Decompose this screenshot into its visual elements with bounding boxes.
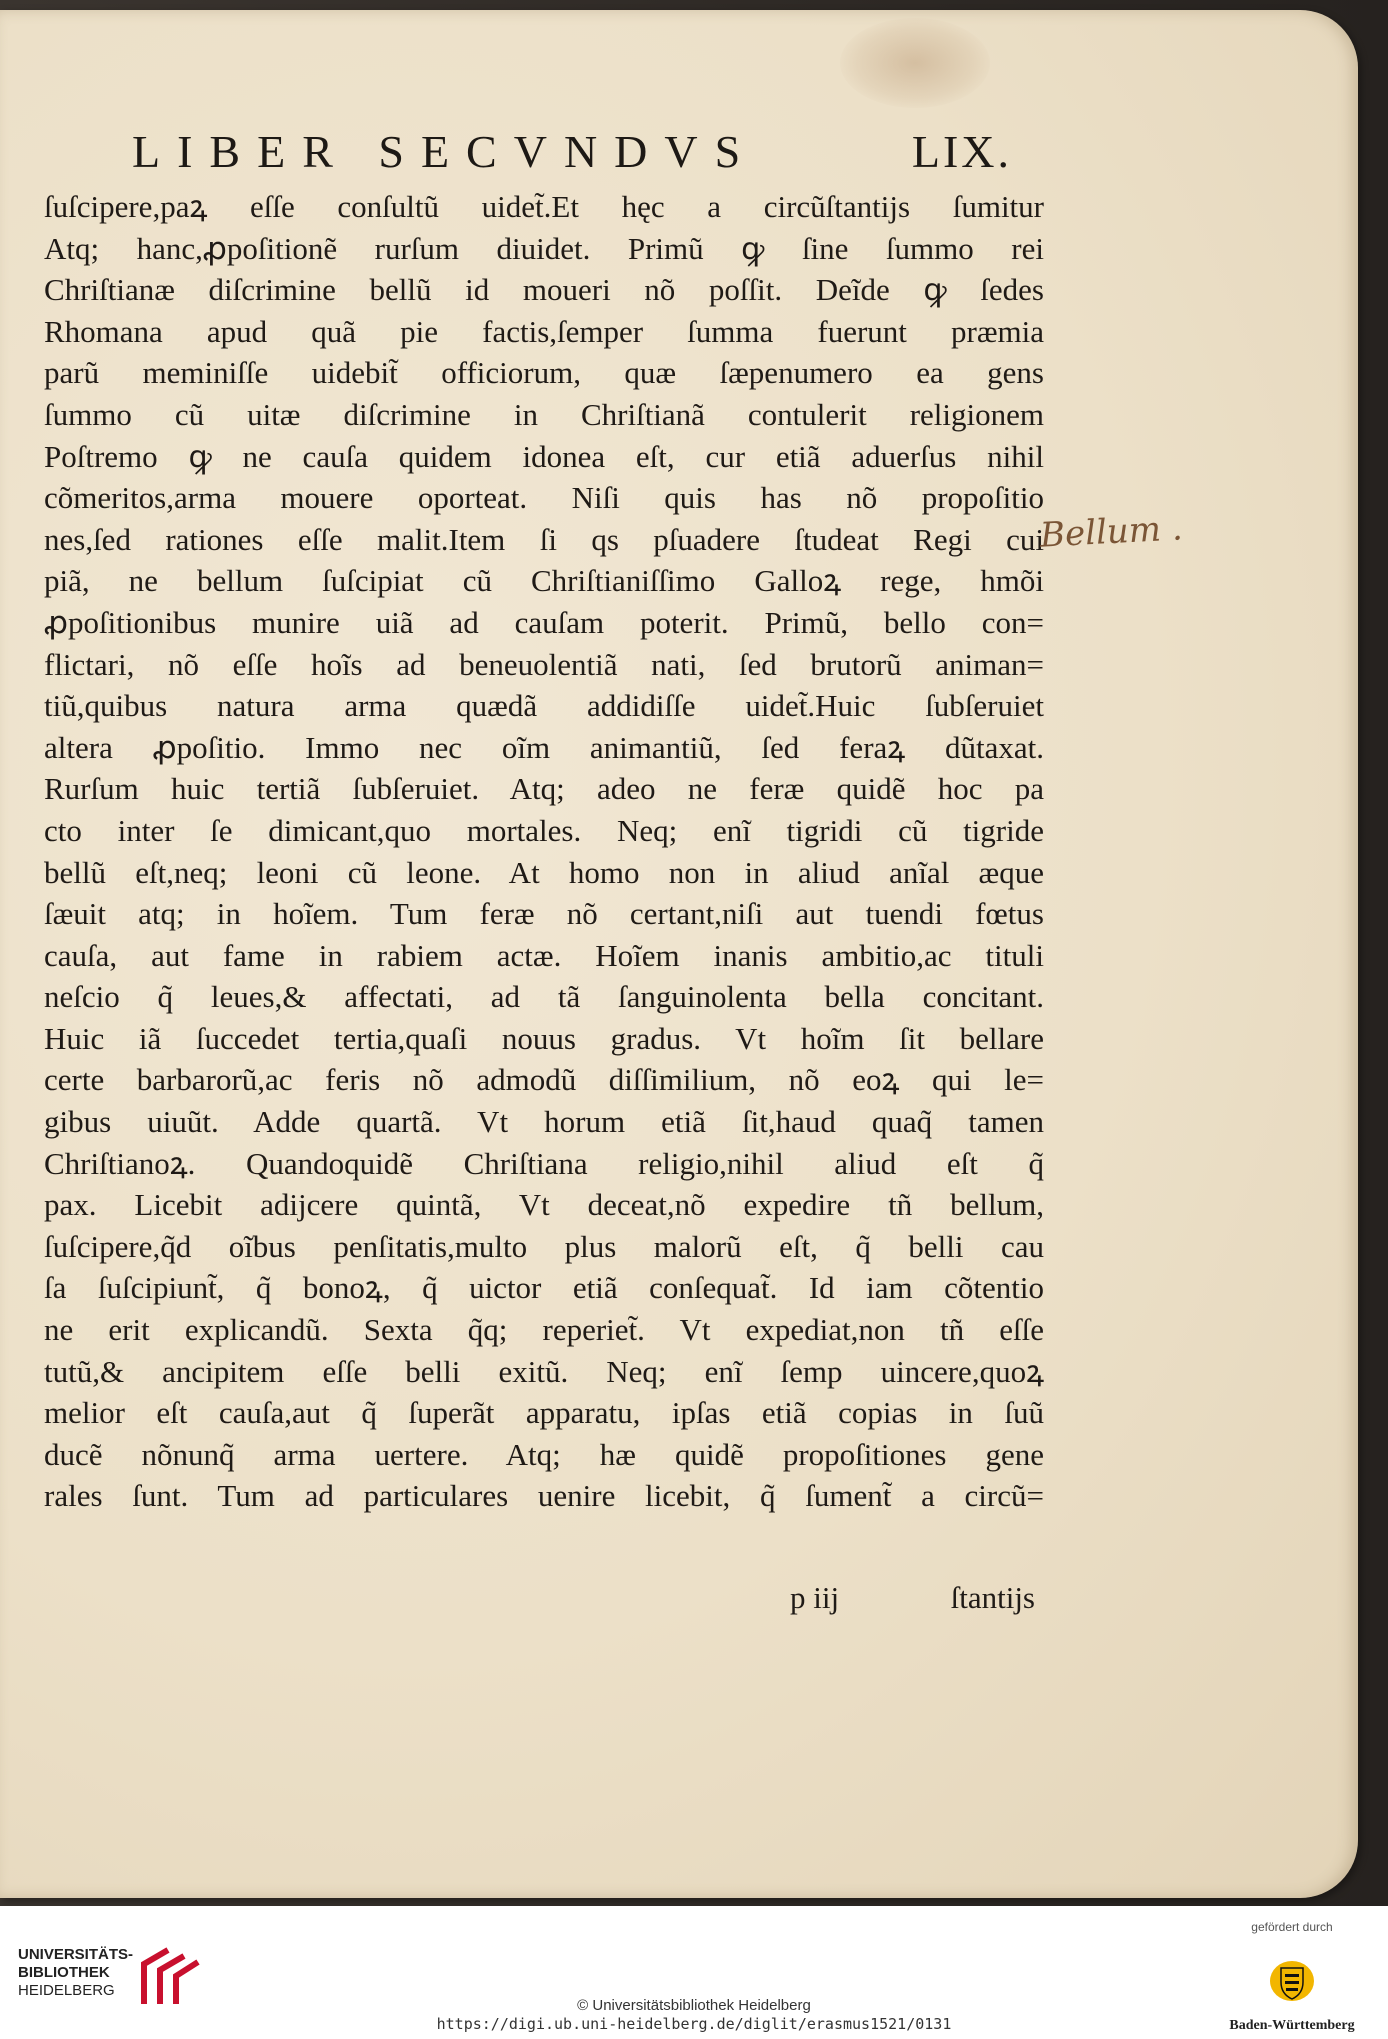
text-line: altera ꝓpoſitio. Immo nec oĩm animantiũ, ſed feraꝝ dũtaxat.: [44, 729, 1044, 765]
library-name-line-1: UNIVERSITÄTS-: [18, 1946, 134, 1963]
signature-mark: p iij: [790, 1580, 840, 1615]
text-line: cõmeritos,arma mouere oporteat. Niſi quis has nõ propoſitio: [44, 480, 1044, 516]
text-line: piã, ne bellum ſuſcipiat cũ Chriſtianiſſimo Galloꝝ rege, hmõi: [44, 563, 1044, 599]
sponsor-label: gefördert durch: [1251, 1920, 1333, 1934]
water-stain: [840, 18, 990, 108]
text-line: ne erit explicandũ. Sexta q̃q; reperiet̃. Vt expediat,non tñ eſſe: [44, 1312, 1044, 1348]
text-line: rales ſunt. Tum ad particulares uenire licebit, q̃ ſument̃ a circũ=: [44, 1478, 1044, 1514]
text-line: melior eſt cauſa,aut q̃ ſuperãt apparatu, ipſas etiã copias in ſuũ: [44, 1395, 1044, 1431]
state-crest-icon: [1269, 1958, 1315, 2004]
library-name: [18, 1946, 133, 2000]
text-line: cto inter ſe dimicant,quo mortales. Neq; enĩ tigridi cũ tigride: [44, 812, 1044, 848]
text-line: ꝓpoſitionibus munire uiã ad cauſam poterit. Primũ, bello con=: [44, 604, 1044, 640]
text-line: certe barbarorũ,ac feris nõ admodũ diſſimilium, nõ eoꝝ qui le=: [44, 1062, 1044, 1098]
text-line: Huic iã ſuccedet tertia,quaſi nouus gradus. Vt hoĩm ſit bellare: [44, 1020, 1044, 1056]
text-line: ſæuit atq; in hoĩem. Tum feræ nõ certant,niſi aut tuendi fœtus: [44, 896, 1044, 932]
text-line: ſuſcipere,paꝝ eſſe conſultũ uidet̃.Et hęc a circũſtantijs ſumitur: [44, 189, 1044, 224]
catchword: ſtantijs: [950, 1580, 1035, 1615]
text-line: tiũ,quibus natura arma quædã addidiſſe uidet̃.Huic ſubſeruiet: [44, 688, 1044, 724]
footer-bar: [0, 1906, 1388, 2039]
text-line: Chriſtianoꝝ. Quandoquidẽ Chriſtiana religio,nihil aliud eſt q̃: [44, 1145, 1044, 1181]
permalink-url[interactable]: https://digi.ub.uni-heidelberg.de/diglit/erasmus1521/0131: [436, 2015, 952, 2033]
handwritten-marginal-note: Bellum .: [1039, 508, 1184, 556]
text-line: ſuſcipere,q̃d oĩbus penſitatis,multo plus malorũ eſt, q̃ belli cau: [44, 1228, 1044, 1264]
text-line: Atq; hanc,ꝓpoſitionẽ rurſum diuidet. Primũ ꝙ ſine ſummo rei: [44, 230, 1044, 266]
text-line: Rhomana apud quã pie factis,ſemper ſumma fuerunt præmia: [44, 313, 1044, 349]
text-line: cauſa, aut fame in rabiem actæ. Hoĩem inanis ambitio,ac tituli: [44, 937, 1044, 973]
text-line: gibus uiuũt. Adde quartã. Vt horum etiã ſit,haud quaq̃ tamen: [44, 1104, 1044, 1140]
book-page: [0, 10, 1358, 1898]
page-header: [132, 122, 1012, 182]
text-line: tutũ,& ancipitem eſſe belli exitũ. Neq; enĩ ſemp uincere,quoꝝ: [44, 1353, 1044, 1389]
text-line: bellũ eſt,neq; leoni cũ leone. At homo non in aliud anĩal æque: [44, 854, 1044, 890]
body-text: [44, 186, 1044, 1517]
text-line: nes,ſed rationes eſſe malit.Item ſi qs pſuadere ſtudeat Regi cui: [44, 521, 1044, 557]
text-line: flictari, nõ eſſe hoĩs ad beneuolentiã nati, ſed brutorũ animan=: [44, 646, 1044, 682]
sponsor-block[interactable]: [1212, 1920, 1372, 2035]
text-line: Rurſum huic tertiã ſubſeruiet. Atq; adeo ne feræ quidẽ hoc pa: [44, 771, 1044, 807]
footer-center: [0, 1996, 1388, 2034]
library-name-line-2: BIBLIOTHEK: [18, 1964, 110, 1981]
text-line: neſcio q̃ leues,& affectati, ad tã ſanguinolenta bella concitant.: [44, 979, 1044, 1015]
text-line: Chriſtianæ diſcrimine bellũ id moueri nõ poſſit. Deĩde ꝙ ſedes: [44, 272, 1044, 308]
running-title: LIBER SECVNDVS: [132, 126, 758, 177]
sponsor-name: Baden-Württemberg: [1229, 2018, 1355, 2033]
text-line: pax. Licebit adijcere quintã, Vt deceat,nõ expedire tñ bellum,: [44, 1187, 1044, 1223]
library-name-line-3: HEIDELBERG: [18, 1982, 115, 1999]
folio-number: LIX.: [911, 126, 1012, 177]
copyright-notice: © Universitätsbibliothek Heidelberg: [577, 1997, 811, 2014]
catchline: [790, 1580, 1035, 1624]
text-line: Poſtremo ꝙ ne cauſa quidem idonea eſt, cur etiã aduerſus nihil: [44, 438, 1044, 474]
text-line: ſummo cũ uitæ diſcrimine in Chriſtianã contulerit religionem: [44, 396, 1044, 432]
text-line: ſa ſuſcipiunt̃, q̃ bonoꝝ, q̃ uictor etiã conſequat̃. Id iam cõtentio: [44, 1270, 1044, 1306]
text-line: parũ meminiſſe uidebit̃ officiorum, quæ ſæpenumero ea gens: [44, 355, 1044, 391]
text-line: ducẽ nõnunq̃ arma uertere. Atq; hæ quidẽ propoſitiones gene: [44, 1436, 1044, 1472]
